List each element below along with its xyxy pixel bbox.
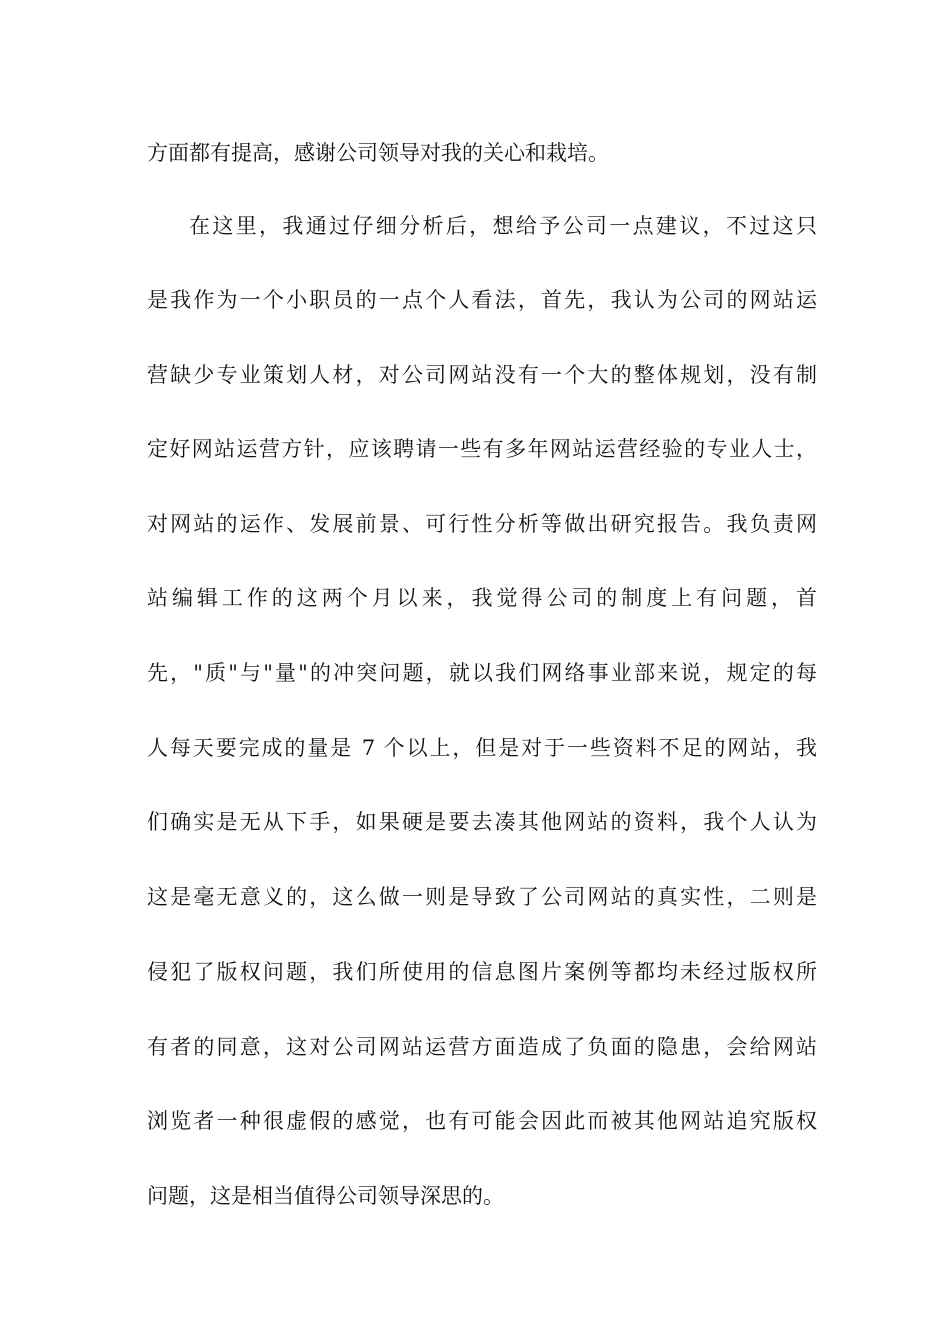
text-line-15: 问题，这是相当值得公司领导深思的。 [147,1184,504,1208]
text-line-6: 对网站的运作、发展前景、可行性分析等做出研究报告。我负责网 [147,512,817,536]
text-line-4: 营缺少专业策划人材，对公司网站没有一个大的整体规划，没有制 [147,363,817,387]
text-line-14: 浏览者一种很虚假的感觉，也有可能会因此而被其他网站追究版权 [147,1109,817,1133]
text-line-3: 是我作为一个小职员的一点个人看法，首先，我认为公司的网站运 [147,288,817,312]
text-line-2: 在这里，我通过仔细分析后，想给予公司一点建议，不过这只 [189,214,817,238]
text-line-13: 有者的同意，这对公司网站运营方面造成了负面的隐患，会给网站 [147,1035,817,1059]
text-line-11: 这是毫无意义的，这么做一则是导致了公司网站的真实性，二则是 [147,885,817,909]
text-line-10: 们确实是无从下手，如果硬是要去凑其他网站的资料，我个人认为 [147,810,817,834]
text-line-9: 人每天要完成的量是 7 个以上，但是对于一些资料不足的网站，我 [147,736,817,760]
text-line-8: 先，"质"与"量"的冲突问题，就以我们网络事业部来说，规定的每 [147,661,817,685]
text-line-1: 方面都有提高，感谢公司领导对我的关心和栽培。 [147,141,609,165]
text-line-12: 侵犯了版权问题，我们所使用的信息图片案例等都均未经过版权所 [147,960,817,984]
text-line-7: 站编辑工作的这两个月以来，我觉得公司的制度上有问题，首 [147,586,817,610]
text-line-5: 定好网站运营方针，应该聘请一些有多年网站运营经验的专业人士， [147,437,817,461]
